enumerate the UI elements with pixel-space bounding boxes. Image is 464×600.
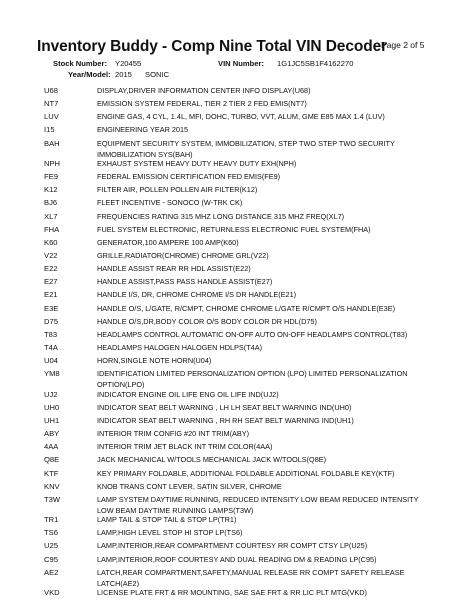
option-code: U68 [44,86,58,95]
option-code: U04 [44,356,58,365]
option-code: E27 [44,277,58,286]
option-description: FILTER AIR, POLLEN POLLEN AIR FILTER(K12) [97,185,258,194]
option-description: EXHAUST SYSTEM HEAVY DUTY HEAVY DUTY EXH(NPH) [97,159,297,168]
option-description: DISPLAY,DRIVER INFORMATION CENTER INFO DISPLAY(U68) [97,86,311,95]
option-code: TR1 [44,515,59,524]
option-description: HANDLE O/S,DR,BODY COLOR O/S BODY COLOR DR HDL(D75) [97,317,317,326]
option-code: LUV [44,112,59,121]
option-code: E3E [44,304,59,313]
option-code: C95 [44,555,58,564]
option-description: LAMP,INTERIOR,REAR COMPARTMENT COURTESY RR COMPT CTSY LP(U25) [97,541,368,550]
option-code: U25 [44,541,58,550]
option-description: LAMP TAIL & STOP TAIL & STOP LP(TR1) [97,515,237,524]
option-description: HORN,SINGLE NOTE HORN(U04) [97,356,212,365]
option-code: FE9 [44,172,58,181]
option-code: FHA [44,225,60,234]
option-code: UH1 [44,416,60,425]
option-code: E22 [44,264,58,273]
option-description: INDICATOR SEAT BELT WARNING , RH RH SEAT BELT WARNING IND(UH1) [97,416,354,425]
option-description: FLEET INCENTIVE - SONOCO (W-TRK CK) [97,198,243,207]
stock-number-label: Stock Number: [53,59,108,68]
option-description: KNOB TRANS CONT LEVER, SATIN SILVER, CHROME [97,482,282,491]
option-description: ENGINE GAS, 4 CYL, 1.4L, MFI, DOHC, TURBO, VVT, ALUM, GME E85 MAX 1.4 (LUV) [97,112,385,121]
vin-label: VIN Number: [218,59,264,68]
option-code: T83 [44,330,58,339]
option-code: NT7 [44,99,59,108]
option-code: UJ2 [44,390,58,399]
option-description: JACK MECHANICAL W/TOOLS MECHANICAL JACK W/TOOLS(Q8E) [97,455,327,464]
option-code: BJ6 [44,198,58,207]
option-description: KEY PRIMARY FOLDABLE, ADDITIONAL FOLDABLE ADDITIONAL FOLDABLE KEY(KTF) [97,469,395,478]
option-code: VKD [44,588,60,597]
option-description: HANDLE O/S, L/GATE, R/CMPT, CHROME CHROME L/GATE R/CMPT O/S HANDLE(E3E) [97,304,395,313]
year-value: 2015 [115,70,132,79]
option-description: LAMP SYSTEM DAYTIME RUNNING, REDUCED INTENSITY LOW BEAM REDUCED INTENSITY LOW BEAM DAYTIME RUNNING LAMPS(T3W) [97,495,419,515]
option-code: TS6 [44,528,58,537]
option-description: LAMP,HIGH LEVEL STOP HI STOP LP(TS6) [97,528,243,537]
option-code: AE2 [44,568,59,577]
option-description: GENERATOR,100 AMPERE 100 AMP(K60) [97,238,239,247]
option-code: ABY [44,429,60,438]
option-description: FREQUENCIES RATING 315 MHZ LONG DISTANCE 315 MHZ FREQ(XL7) [97,212,345,221]
option-description: GRILLE,RADIATOR(CHROME) CHROME GRL(V22) [97,251,269,260]
model-value: SONIC [145,70,170,79]
option-code: Q8E [44,455,60,464]
stock-number-value: Y20455 [115,59,142,68]
option-description: ENGINEERING YEAR 2015 [97,125,189,134]
option-description: LAMP,INTERIOR,ROOF COURTESY AND DUAL READING DM & READING LP(C95) [97,555,377,564]
option-description: HEADLAMPS CONTROL AUTOMATIC ON-OFF AUTO ON-OFF HEADLAMPS CONTROL(T83) [97,330,408,339]
option-description: INTERIOR TRIM CONFIG #20 INT TRIM(ABY) [97,429,250,438]
option-code: NPH [44,159,61,168]
page-number: Page 2 of 5 [381,40,425,50]
option-code: 4AA [44,442,59,451]
option-description: IDENTIFICATION LIMITED PERSONALIZATION OPTION (LPO) LIMITED PERSONALIZATION OPTION(LPO) [97,369,408,389]
option-description: INTERIOR TRIM JET BLACK INT TRIM COLOR(4AA) [97,442,273,451]
option-code: T3W [44,495,61,504]
option-code: K60 [44,238,58,247]
option-description: LATCH,REAR COMPARTMENT,SAFETY,MANUAL RELEASE RR COMPT SAFETY RELEASE LATCH(AE2) [97,568,405,588]
vin-value: 1G1JC5SB1F4162270 [277,59,354,68]
option-code: BAH [44,139,60,148]
option-description: HANDLE ASSIST,PASS PASS HANDLE ASSIST(E27) [97,277,273,286]
option-description: EQUIPMENT SECURITY SYSTEM, IMMOBILIZATION, STEP TWO STEP TWO SECURITY IMMOBILIZATION SYS(BAH) [97,139,395,159]
option-description: HEADLAMPS HALOGEN HALOGEN HDLPS(T4A) [97,343,263,352]
option-description: INDICATOR SEAT BELT WARNING , LH LH SEAT BELT WARNING IND(UH0) [97,403,352,412]
option-code: T4A [44,343,58,352]
option-description: HANDLE ASSIST REAR RR HDL ASSIST(E22) [97,264,251,273]
option-code: E21 [44,290,58,299]
option-code: UH0 [44,403,60,412]
year-model-label: Year/Model: [68,70,111,79]
page-title: Inventory Buddy - Comp Nine Total VIN Decoder [37,38,388,55]
option-code: YM8 [44,369,60,378]
option-description: HANDLE I/S, DR, CHROME CHROME I/S DR HANDLE(E21) [97,290,297,299]
option-code: XL7 [44,212,58,221]
option-description: EMISSION SYSTEM FEDERAL, TIER 2 TIER 2 FED EMIS(NT7) [97,99,307,108]
option-description: LICENSE PLATE FRT & RR MOUNTING, SAE SAE FRT & RR LIC PLT MTG(VKD) [97,588,367,597]
option-code: V22 [44,251,58,260]
option-description: INDICATOR ENGINE OIL LIFE ENG OIL LIFE IND(UJ2) [97,390,279,399]
option-description: FUEL SYSTEM ELECTRONIC, RETURNLESS ELECTRONIC FUEL SYSTEM(FHA) [97,225,371,234]
option-code: I15 [44,125,55,134]
option-code: K12 [44,185,58,194]
option-code: D75 [44,317,58,326]
option-description: FEDERAL EMISSION CERTIFICATION FED EMIS(FE9) [97,172,281,181]
option-code: KTF [44,469,59,478]
option-code: KNV [44,482,60,491]
